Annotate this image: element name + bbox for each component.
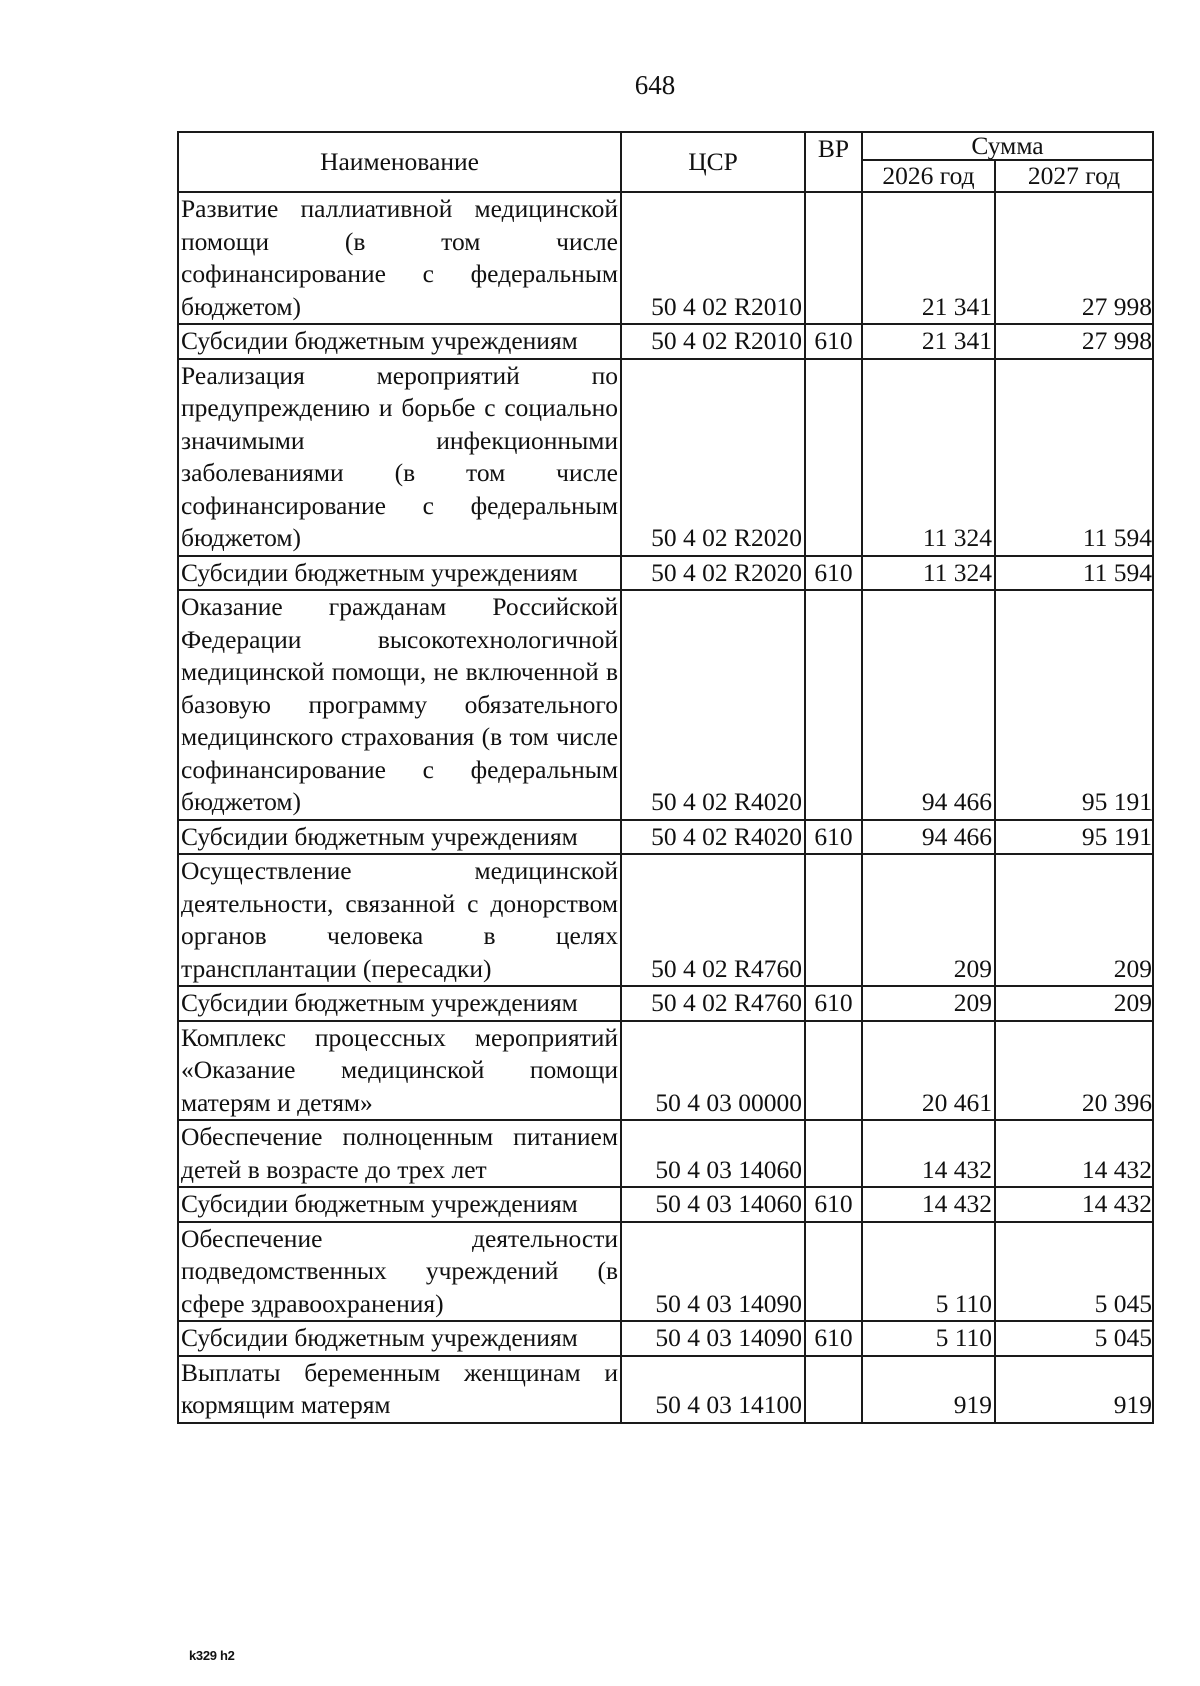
row-sum-2027: 11 594 (995, 359, 1153, 556)
table-row (178, 854, 1153, 986)
row-vr (805, 1222, 862, 1322)
row-sum-2026: 94 466 (862, 590, 995, 820)
row-sum-2026: 209 (862, 854, 995, 986)
row-sum-2026: 5 110 (862, 1222, 995, 1322)
row-csr: 50 4 03 14060 (621, 1187, 805, 1222)
row-name: Обеспечение полноценным питанием детей в возрасте до трех лет (178, 1120, 621, 1187)
table-body (178, 192, 1153, 1423)
row-vr: 610 (805, 1321, 862, 1356)
row-csr: 50 4 02 R2010 (621, 192, 805, 324)
row-csr: 50 4 03 14100 (621, 1356, 805, 1423)
row-sum-2026: 21 341 (862, 324, 995, 359)
row-sum-2027: 209 (995, 854, 1153, 986)
row-sum-2027: 27 998 (995, 192, 1153, 324)
row-csr: 50 4 02 R2020 (621, 359, 805, 556)
row-sum-2027: 95 191 (995, 820, 1153, 855)
row-name: Субсидии бюджетным учреждениям (178, 324, 621, 359)
row-vr (805, 1356, 862, 1423)
row-sum-2026: 20 461 (862, 1021, 995, 1121)
row-vr: 610 (805, 324, 862, 359)
row-vr (805, 854, 862, 986)
row-csr: 50 4 02 R4020 (621, 590, 805, 820)
row-vr (805, 359, 862, 556)
table-row (178, 1120, 1153, 1187)
row-sum-2027: 95 191 (995, 590, 1153, 820)
row-sum-2026: 14 432 (862, 1187, 995, 1222)
table-row (178, 359, 1153, 556)
table-row (178, 820, 1153, 855)
row-vr: 610 (805, 986, 862, 1021)
row-sum-2026: 11 324 (862, 359, 995, 556)
row-sum-2026: 5 110 (862, 1321, 995, 1356)
row-sum-2027: 5 045 (995, 1321, 1153, 1356)
row-name: Субсидии бюджетным учреждениям (178, 820, 621, 855)
row-vr: 610 (805, 556, 862, 591)
row-name: Субсидии бюджетным учреждениям (178, 1321, 621, 1356)
row-sum-2027: 27 998 (995, 324, 1153, 359)
header-csr: ЦСР (621, 132, 805, 192)
row-sum-2027: 11 594 (995, 556, 1153, 591)
row-name: Субсидии бюджетным учреждениям (178, 986, 621, 1021)
table-row (178, 556, 1153, 591)
table-row (178, 1222, 1153, 1322)
row-sum-2027: 209 (995, 986, 1153, 1021)
row-sum-2026: 11 324 (862, 556, 995, 591)
page-number: 648 (634, 70, 676, 100)
row-sum-2027: 14 432 (995, 1120, 1153, 1187)
row-name: Осуществление медицинской деятельности, связанной с донорством органов человека в целях трансплантации (пересадки) (178, 854, 621, 986)
row-sum-2027: 20 396 (995, 1021, 1153, 1121)
table-row (178, 986, 1153, 1021)
row-vr (805, 1120, 862, 1187)
row-csr: 50 4 03 14090 (621, 1321, 805, 1356)
row-name: Развитие паллиативной медицинской помощи (в том числе софинансирование с федеральным бюджетом) (178, 192, 621, 324)
table-row (178, 1021, 1153, 1121)
row-vr (805, 192, 862, 324)
row-sum-2026: 14 432 (862, 1120, 995, 1187)
row-name: Комплекс процессных мероприятий «Оказание медицинской помощи матерям и детям» (178, 1021, 621, 1121)
row-csr: 50 4 03 00000 (621, 1021, 805, 1121)
row-vr (805, 1021, 862, 1121)
row-sum-2026: 209 (862, 986, 995, 1021)
table-header (178, 132, 1153, 192)
header-name: Наименование (178, 132, 621, 192)
row-sum-2027: 5 045 (995, 1222, 1153, 1322)
row-sum-2026: 94 466 (862, 820, 995, 855)
row-name: Субсидии бюджетным учреждениям (178, 1187, 621, 1222)
budget-table (177, 131, 1154, 1424)
row-csr: 50 4 02 R4760 (621, 854, 805, 986)
row-name: Реализация мероприятий по предупреждению и борьбе с социально значимыми инфекционными заболеваниями (в том числе софинансирование с федеральным бюджетом) (178, 359, 621, 556)
table-row (178, 192, 1153, 324)
header-year-2027: 2027 год (995, 160, 1153, 192)
row-name: Субсидии бюджетным учреждениям (178, 556, 621, 591)
row-sum-2027: 14 432 (995, 1187, 1153, 1222)
row-sum-2026: 919 (862, 1356, 995, 1423)
row-vr (805, 590, 862, 820)
row-name: Выплаты беременным женщинам и кормящим матерям (178, 1356, 621, 1423)
footer-document-code: k329 h2 (189, 1648, 235, 1663)
table-row (178, 324, 1153, 359)
header-sum: Сумма (862, 132, 1153, 160)
row-sum-2027: 919 (995, 1356, 1153, 1423)
row-vr: 610 (805, 820, 862, 855)
table-row (178, 590, 1153, 820)
row-sum-2026: 21 341 (862, 192, 995, 324)
table-row (178, 1321, 1153, 1356)
row-name: Обеспечение деятельности подведомственных учреждений (в сфере здравоохранения) (178, 1222, 621, 1322)
row-name: Оказание гражданам Российской Федерации высокотехнологичной медицинской помощи, не включенной в базовую программу обязательного медицинского страхования (в том числе софинансирование с федеральным бюджетом) (178, 590, 621, 820)
row-csr: 50 4 03 14090 (621, 1222, 805, 1322)
row-csr: 50 4 02 R2020 (621, 556, 805, 591)
row-csr: 50 4 02 R4760 (621, 986, 805, 1021)
row-csr: 50 4 02 R2010 (621, 324, 805, 359)
row-vr: 610 (805, 1187, 862, 1222)
table-row (178, 1356, 1153, 1423)
table-row (178, 1187, 1153, 1222)
header-year-2026: 2026 год (862, 160, 995, 192)
header-vr: ВР (805, 132, 862, 192)
row-csr: 50 4 03 14060 (621, 1120, 805, 1187)
row-csr: 50 4 02 R4020 (621, 820, 805, 855)
